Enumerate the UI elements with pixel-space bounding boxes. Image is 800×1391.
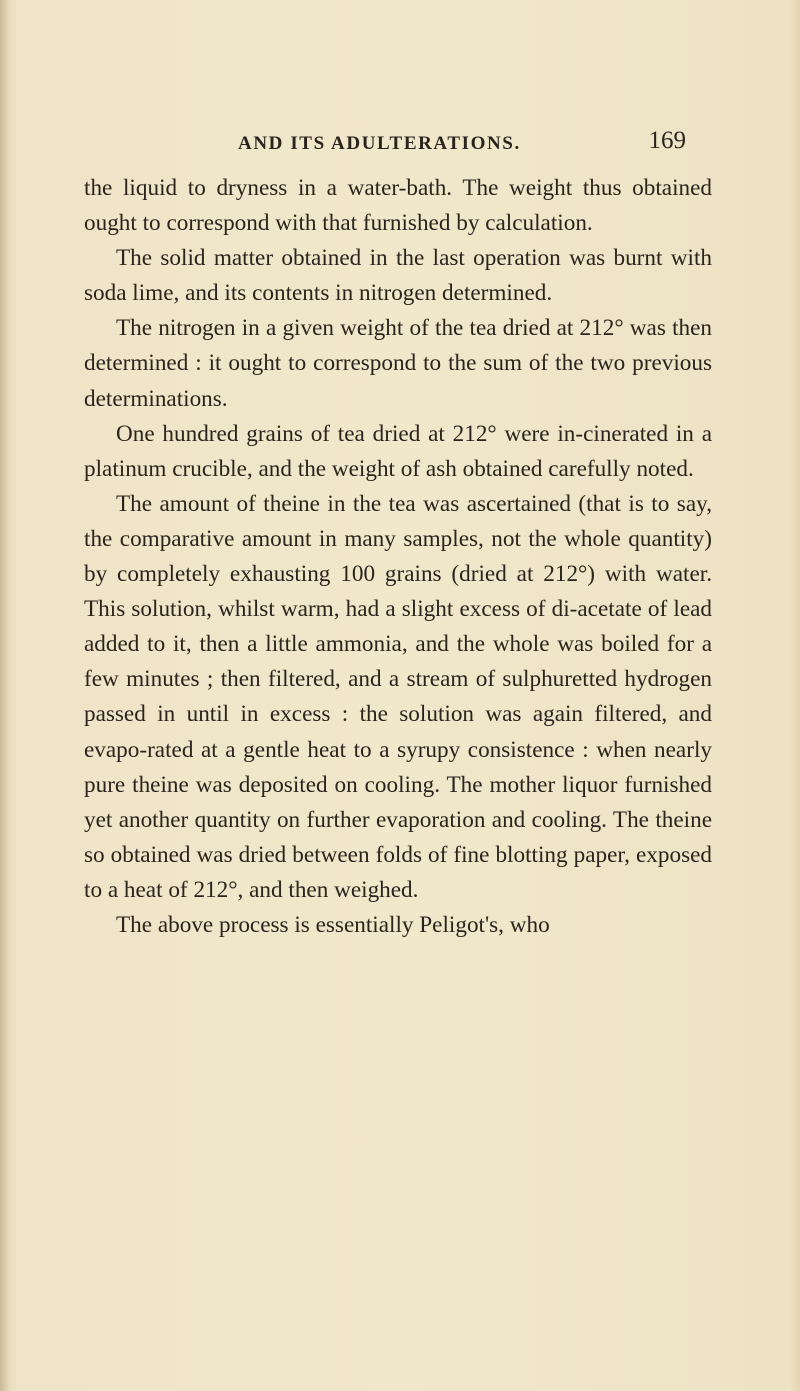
page-gutter-shadow [0, 0, 10, 1391]
paragraph: The amount of theine in the tea was ascertained (that is to say, the comparative amount in many samples, not the whole quantity) by completely exhausting 100 grains (dried at 212°) with water. This solution, whilst warm, had a slight excess of di-acetate of lead added to it, then a little ammonia, and the whole was boiled for a few minutes ; then filtered, and a stream of sulphuretted hydrogen passed in until in excess : the solution was again filtered, and evapo-rated at a gentle heat to a syrupy consistence : when nearly pure theine was deposited on cooling. The mother liquor furnished yet another quantity on further evaporation and cooling. The theine so obtained was dried between folds of fine blotting paper, exposed to a heat of 212°, and then weighed. [84, 490, 712, 903]
paragraph: The solid matter obtained in the last operation was burnt with soda lime, and its contents in nitrogen determined. [84, 245, 712, 307]
body-text [84, 171, 712, 943]
paragraph: The nitrogen in a given weight of the tea dried at 212° was then determined : it ought to correspond to the sum of the two previous determinations. [84, 315, 712, 412]
paragraph: One hundred grains of tea dried at 212° were in-cinerated in a platinum crucible, and the weight of ash obtained carefully noted. [84, 420, 712, 482]
paragraph: The above process is essentially Peligot's, who [116, 911, 550, 938]
paragraph: the liquid to dryness in a water-bath. The weight thus obtained ought to correspond with that furnished by calculation. [84, 175, 712, 237]
page-number: 169 [648, 127, 686, 154]
running-head: AND ITS ADULTERATIONS. [238, 133, 521, 154]
